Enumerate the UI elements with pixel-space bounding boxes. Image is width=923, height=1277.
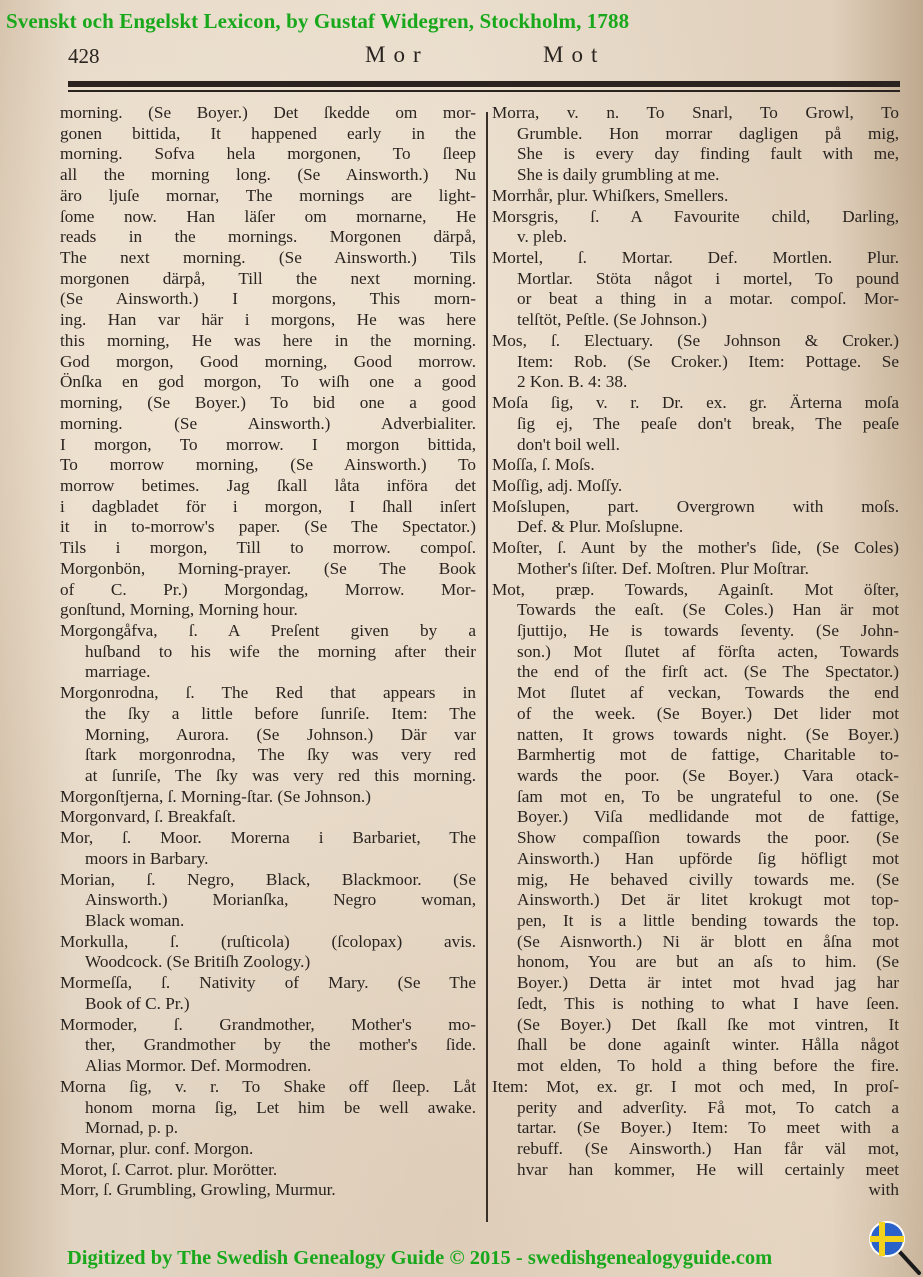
dictionary-text-line: huſband to his wife the morning after their [85,641,476,661]
dictionary-entry-line: Morkulla, ſ. (ruſticola) (ſcolopax) avis. [60,931,476,951]
dictionary-text-line: Boyer.) Viſa medlidande mot de fattige, [517,807,899,827]
dictionary-entry-line: it in to-morrow's paper. (Se The Spectator.) [60,517,476,537]
dictionary-text-line: perity and adverſity. Få mot, To catch a [517,1097,899,1117]
dictionary-text-line: She is every day finding fault with me, [517,144,899,164]
dictionary-text-line: (Se Boyer.) Det ſkall ſke mot vintren, It [517,1014,899,1034]
dictionary-entry-line: To morrow morning, (Se Ainsworth.) To [60,455,476,475]
dictionary-entry-line: Morgonvard, ſ. Breakfaſt. [60,807,236,827]
dictionary-entry-line: Morian, ſ. Negro, Black, Blackmoor. (Se [60,869,476,889]
swedish-flag-magnifier-icon [867,1219,923,1277]
dictionary-text-line: rebuff. (Se Ainsworth.) Han får väl mot, [517,1138,899,1158]
dictionary-text-line: She is daily grumbling at me. [517,165,720,185]
dictionary-text-line: ſhall be done againſt winter. Hålla något [517,1035,899,1055]
dictionary-entry-line: Morgonbön, Morning-prayer. (Se The Book [60,558,476,578]
dictionary-text-line: Grumble. Hon morrar dagligen på mig, [517,123,899,143]
dictionary-text-line: ther, Grandmother by the mother's ſide. [85,1035,476,1055]
dictionary-text-line: Mot ſlutet af veckan, Towards the end [517,683,899,703]
dictionary-text-line: ſtark morgonrodna, The ſky was very red [85,745,476,765]
dictionary-entry-line: all the morning long. (Se Ainsworth.) Nu [60,165,476,185]
header-rule-thick [68,81,900,87]
dictionary-text-line: hvar han kommer, He will certainly meet [517,1159,899,1179]
dictionary-entry-line: Morna ſig, v. r. To Shake off ſleep. Låt [60,1076,476,1096]
dictionary-entry-line: ſome now. Han läſer om mornarne, He [60,206,476,226]
dictionary-text-line: ſjuttijo, He is towards ſeventy. (Se John- [517,620,899,640]
dictionary-entry-line: Moſa ſig, v. r. Dr. ex. gr. Ärterna moſa [492,393,899,413]
dictionary-entry-line: morning. Sofva hela morgonen, To ſleep [60,144,476,164]
dictionary-entry-line: Morrhår, plur. Whiſkers, Smellers. [492,185,729,205]
dictionary-entry-line: this morning, He was here in the morning. [60,330,476,350]
dictionary-text-line: honom morna ſig, Let him be well awake. [85,1097,476,1117]
dictionary-text-line: Woodcock. (Se Britiſh Zoology.) [85,952,311,972]
dictionary-text-line: at ſunriſe, The ſky was very red this morning. [85,766,476,785]
dictionary-entry-line: God morgon, Good morning, Good morrow. [60,351,476,371]
dictionary-text-line: honom, You are but an aſs to him. (Se [517,952,899,972]
dictionary-entry-line: Mot, præp. Towards, Againſt. Mot öſter, [492,579,899,599]
dictionary-text-line: Ainsworth.) Det är litet krokugt mot top- [517,890,899,910]
dictionary-entry-line: Mornar, plur. conf. Morgon. [60,1138,254,1158]
dictionary-text-line: Alias Mormor. Def. Mormodren. [85,1056,312,1076]
dictionary-entry-line: Mormoder, ſ. Grandmother, Mother's mo- [60,1014,476,1034]
dictionary-entry-line: I morgon, To morrow. I morgon bittida, [60,434,476,454]
dictionary-text-line: Morning, Aurora. (Se Johnson.) Där var [85,724,476,744]
dictionary-entry-line: Moſſig, adj. Moſſy. [492,475,623,495]
dictionary-text-line: Boyer.) Detta är intet mot hvad jag har [517,973,899,993]
right-column [492,103,899,1201]
dictionary-entry-line: Morgongåfva, ſ. A Preſent given by a [60,620,476,640]
page-number: 428 [68,44,100,68]
dictionary-entry-line: morning. (Se Boyer.) Det ſkedde om mor- [60,103,476,122]
dictionary-text-line: Book of C. Pr.) [85,993,190,1013]
dictionary-entry-line: Moſſa, ſ. Moſs. [492,455,595,475]
dictionary-text-line: 2 Kon. B. 4: 38. [517,372,628,392]
dictionary-entry-line: Morsgris, ſ. A Favourite child, Darling, [492,206,899,226]
dictionary-text-line: moors in Barbary. [85,848,209,868]
dictionary-text-line: Ainsworth.) Han upförde ſig höfligt mot [517,848,899,868]
dictionary-entry-line: i dagbladet för i morgon, I ſhall inſert [60,496,476,516]
dictionary-text-line: Barmhertig mot de fattige, Charitable to- [517,745,899,765]
dictionary-entry-line: of C. Pr.) Morgondag, Morrow. Mor- [60,579,476,599]
header-rule-thin [68,90,900,92]
dictionary-entry-line: Mortel, ſ. Mortar. Def. Mortlen. Plur. [492,248,899,268]
dictionary-text-line: don't boil well. [517,434,620,454]
dictionary-entry-line: The next morning. (Se Ainsworth.) Tils [60,248,476,268]
dictionary-entry-line: reads in the mornings. Morgonen därpå, [60,227,476,247]
dictionary-entry-line: Morgonſtjerna, ſ. Morning-ſtar. (Se Johnson.) [60,786,371,806]
dictionary-entry-line: morning. (Se Ainsworth.) Adverbialiter. [60,413,476,433]
dictionary-entry-line: gonſtund, Morning, Morning hour. [60,600,298,620]
dictionary-text-line: Towards the eaſt. (Se Coles.) Han är mot [517,600,899,620]
dictionary-text-line: Item: Rob. (Se Croker.) Item: Pottage. Se [517,351,899,371]
dictionary-text-line: natten, It grows towards night. (Se Boyer.) [517,724,899,744]
dictionary-text-line: tartar. (Se Boyer.) Item: To meet with a [517,1118,899,1138]
dictionary-entry-line: Tils i morgon, Till to morrow. compoſ. [60,538,476,558]
running-head-last-word: Mot [543,42,606,67]
dictionary-entry-line: morning, (Se Boyer.) To bid one a good [60,393,476,413]
dictionary-entry-line: Morgonrodna, ſ. The Red that appears in [60,683,476,703]
dictionary-entry-line: Moſter, ſ. Aunt by the mother's ſide, (Se Coles) [492,538,899,558]
dictionary-entry-line: gonen bittida, It happened early in the [60,123,476,143]
dictionary-entry-line: Morra, v. n. To Snarl, To Growl, To [492,103,899,122]
dictionary-text-line: Mother's ſiſter. Def. Moſtren. Plur Moſtrar. [517,558,809,578]
dictionary-entry-line: Mor, ſ. Moor. Morerna i Barbariet, The [60,828,476,848]
dictionary-text-line: marriage. [85,662,151,682]
dictionary-text-line: pen, It is a little bending towards the top. [517,911,899,931]
dictionary-text-line: wards the poor. (Se Boyer.) Vara otack- [517,766,899,785]
dictionary-text-line: (Se Aisnworth.) Ni är blott en åſna mot [517,931,899,951]
dictionary-text-line: Def. & Plur. Moſslupne. [517,517,684,537]
dictionary-entry-line: ing. Han var här i morgons, He was here [60,310,476,330]
dictionary-text-line: Mortlar. Stöta något i mortel, To pound [517,268,899,288]
column-divider [486,112,488,1222]
dictionary-text-line: ſig ej, The peaſe don't break, The peaſe [517,413,899,433]
dictionary-text-line: telſtöt, Peſtle. (Se Johnson.) [517,310,708,330]
dictionary-text-line: Show compaſſion towards the poor. (Se [517,828,899,848]
dictionary-entry-line: Mormeſſa, ſ. Nativity of Mary. (Se The [60,973,476,993]
dictionary-entry-line: Morot, ſ. Carrot. plur. Morötter. [60,1159,278,1179]
digitization-title-watermark: Svenskt och Engelskt Lexicon, by Gustaf Widegren, Stockholm, 1788 [6,9,630,33]
dictionary-entry-line: Mos, ſ. Electuary. (Se Johnson & Croker.) [492,330,899,350]
dictionary-entry-line: morgonen därpå, Till the next morning. [60,268,476,288]
running-head-first-word: Mor [365,42,429,67]
dictionary-text-line: Ainsworth.) Morianſka, Negro woman, [85,890,476,910]
dictionary-text-line: mot elden, To hold a thing before the fire. [517,1056,899,1076]
dictionary-entry-line: Moſslupen, part. Overgrown with moſs. [492,496,899,516]
dictionary-text-line: Black woman. [85,911,185,931]
dictionary-text-line: or beat a thing in a motar. compoſ. Mor- [517,289,899,309]
dictionary-entry-line: (Se Ainsworth.) I morgons, This morn- [60,289,476,309]
dictionary-text-line: Mornad, p. p. [85,1118,179,1138]
dictionary-text-line: ſam mot en, To be ungrateful to one. (Se [517,786,899,806]
dictionary-entry-line: Item: Mot, ex. gr. I mot och med, In proſ- [492,1076,899,1096]
dictionary-entry-line: morrow betimes. Jag ſkall låta införa det [60,475,476,495]
dictionary-text-line: with [868,1180,899,1200]
dictionary-entry-line: Önſka en god morgon, To wiſh one a good [60,372,476,392]
dictionary-entry-line: äro ljuſe mornar, The mornings are light- [60,185,476,205]
dictionary-text-line: son.) Mot ſlutet af förſta acten, Towards [517,641,899,661]
dictionary-entry-line: Morr, ſ. Grumbling, Growling, Murmur. [60,1180,336,1200]
left-column [60,103,476,1201]
dictionary-text-line: the ſky a little before ſunriſe. Item: The [85,703,476,723]
dictionary-text-line: mig, He behaved civilly towards me. (Se [517,869,899,889]
dictionary-text-line: of the week. (Se Boyer.) Det lider mot [517,703,899,723]
dictionary-text-line: v. pleb. [517,227,567,247]
dictionary-text-line: ſedt, This is nothing to what I have ſeen. [517,993,899,1013]
digitization-credit-watermark: Digitized by The Swedish Genealogy Guide © 2015 - swedishgenealogyguide.com [67,1247,773,1269]
dictionary-text-line: the end of the firſt act. (Se The Spectator.) [517,662,899,682]
